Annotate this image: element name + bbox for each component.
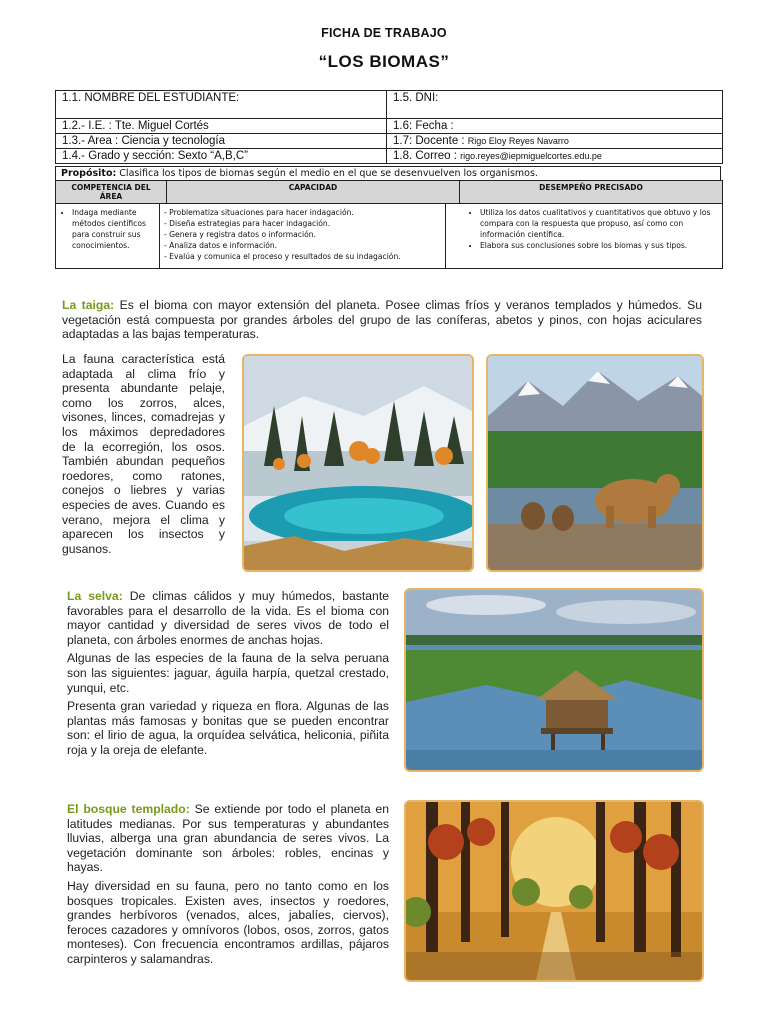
selva-keyword: La selva: [67, 589, 123, 603]
email-label: 1.8. Correo : [393, 150, 461, 162]
selva-text [67, 589, 389, 762]
date-field[interactable]: 1.6: Fecha : [393, 120, 454, 132]
selva-p3: Presenta gran variedad y riqueza en flora. Algunas de las plantas más famosas y bonitas que se pueden encontrar son: el lirio de agua, la orquídea selvática, heliconia, piñita roja y la oreja de elefante. [67, 699, 389, 757]
header-capacidad: CAPACIDAD [167, 181, 460, 203]
selva-paragraph [67, 589, 389, 647]
teacher-name: Rigo Eloy Reyes Navarro [467, 136, 569, 146]
bosque-text [67, 802, 389, 971]
info-row [56, 91, 722, 119]
competencia-cell [56, 204, 160, 268]
email-field [387, 149, 722, 163]
capacidad-item: - Problematiza situaciones para hacer indagación. [164, 208, 354, 217]
bosque-keyword: El bosque templado: [67, 802, 190, 816]
bosque-paragraph [67, 802, 389, 875]
header-competencia: COMPETENCIA DEL ÁREA [56, 181, 167, 203]
bosque-p2: Hay diversidad en su fauna, pero no tanto como en los bosques tropicales. Existen aves, insectos y roedores, grandes herbívoros (venados, alces, jabalíes, ciervos), feroces cazadores y omnívoros (lobos, osos, zorros, gatos monteses). Con frecuencia encontramos ardillas, pájaros carpinteros y salamandras. [67, 878, 389, 966]
bosque-forest-image [404, 800, 704, 982]
capacidad-cell [160, 204, 446, 268]
header-desempeno: DESEMPEÑO PRECISADO [539, 183, 643, 192]
worksheet-subtitle: “LOS BIOMAS” [318, 52, 450, 71]
taiga-keyword: La taiga: [62, 298, 115, 312]
teacher-field [387, 134, 722, 148]
competencies-header [56, 181, 722, 204]
capacidad-item: - Evalúa y comunica el proceso y resultados de su indagación. [164, 252, 401, 261]
info-row [56, 149, 722, 163]
competencia-item: • Indaga mediante métodos científicos para construir sus conocimientos. [72, 207, 155, 251]
purpose-label: Propósito: [61, 168, 117, 179]
capacidad-item: - Analiza datos e información. [164, 241, 278, 250]
capacidad-item: - Genera y registra datos o información. [164, 230, 316, 239]
selva-hut-image [404, 588, 704, 772]
teacher-label: 1.7: Docente : [393, 135, 468, 147]
student-info-table [55, 90, 723, 164]
info-row [56, 119, 722, 134]
taiga-intro [62, 298, 702, 342]
bosque-p1: Se extiende por todo el planeta en latitudes medianas. Por sus temperaturas y abundantes lluvias, alberga una gran abundancia de seres vivos. La vegetación dominante son árboles: robles, encinas y hayas. [67, 802, 389, 875]
desempeno-item: • Utiliza los datos cualitativos y cuantitativos que obtuvo y los compara con la respuesta que propuso, así como con información científica. [480, 207, 718, 240]
dni-field[interactable]: 1.5. DNI: [393, 92, 439, 104]
taiga-fauna: La fauna característica está adaptada al clima frío y presenta abundante pelaje, como los zorros, alces, visones, linces, comadrejas y los máximos depredadores de la ecorregión, los osos. También abundan pequeños roedores, como ratones, conejos o liebres y varias especies de aves. Cuando es verano, mejora el clima y aparecen los insectos y gusanos. [62, 352, 225, 556]
info-row [56, 134, 722, 149]
student-name-field[interactable]: 1.1. NOMBRE DEL ESTUDIANTE: [56, 91, 387, 118]
desempeno-item: • Elabora sus conclusiones sobre los biomas y sus tipos. [480, 240, 718, 251]
competencies-body [56, 204, 722, 268]
taiga-bears-image [486, 354, 704, 572]
competencies-table [55, 180, 723, 269]
selva-p2: Algunas de las especies de la fauna de la selva peruana son las siguientes: jaguar, águila harpía, quetzal crestado, yunqui, etc. [67, 651, 389, 695]
worksheet-title: FICHA DE TRABAJO [321, 26, 447, 40]
area-field: 1.3.- Area : Ciencia y tecnología [56, 134, 387, 148]
desempeno-cell [446, 204, 722, 268]
grade-field: 1.4.- Grado y sección: Sexto “A,B,C” [56, 149, 387, 163]
capacidad-item: - Diseña estrategias para hacer indagación. [164, 219, 331, 228]
selva-p1: De climas cálidos y muy húmedos, bastante favorables para el desarrollo de la vida. Es el bioma con mayor cantidad y diversidad de seres vivos de todo el planeta, con árboles enormes de anchas hojas. [67, 589, 389, 647]
taiga-intro-text: Es el bioma con mayor extensión del planeta. Posee climas fríos y veranos templados y húmedos. Su vegetación está compuesta por grandes árboles del grupo de las coníferas, abetos y pinos, con hojas aciculares adaptadas a las bajas temperaturas. [62, 298, 702, 342]
purpose-row [55, 166, 721, 180]
taiga-lake-image [242, 354, 474, 572]
purpose-text: Clasifica los tipos de biomas según el medio en el que se desenvuelven los organismos. [116, 168, 538, 179]
email-value: rigo.reyes@iepmiguelcortes.edu.pe [460, 151, 602, 161]
school-field: 1.2.- I.E. : Tte. Miguel Cortés [56, 119, 387, 133]
